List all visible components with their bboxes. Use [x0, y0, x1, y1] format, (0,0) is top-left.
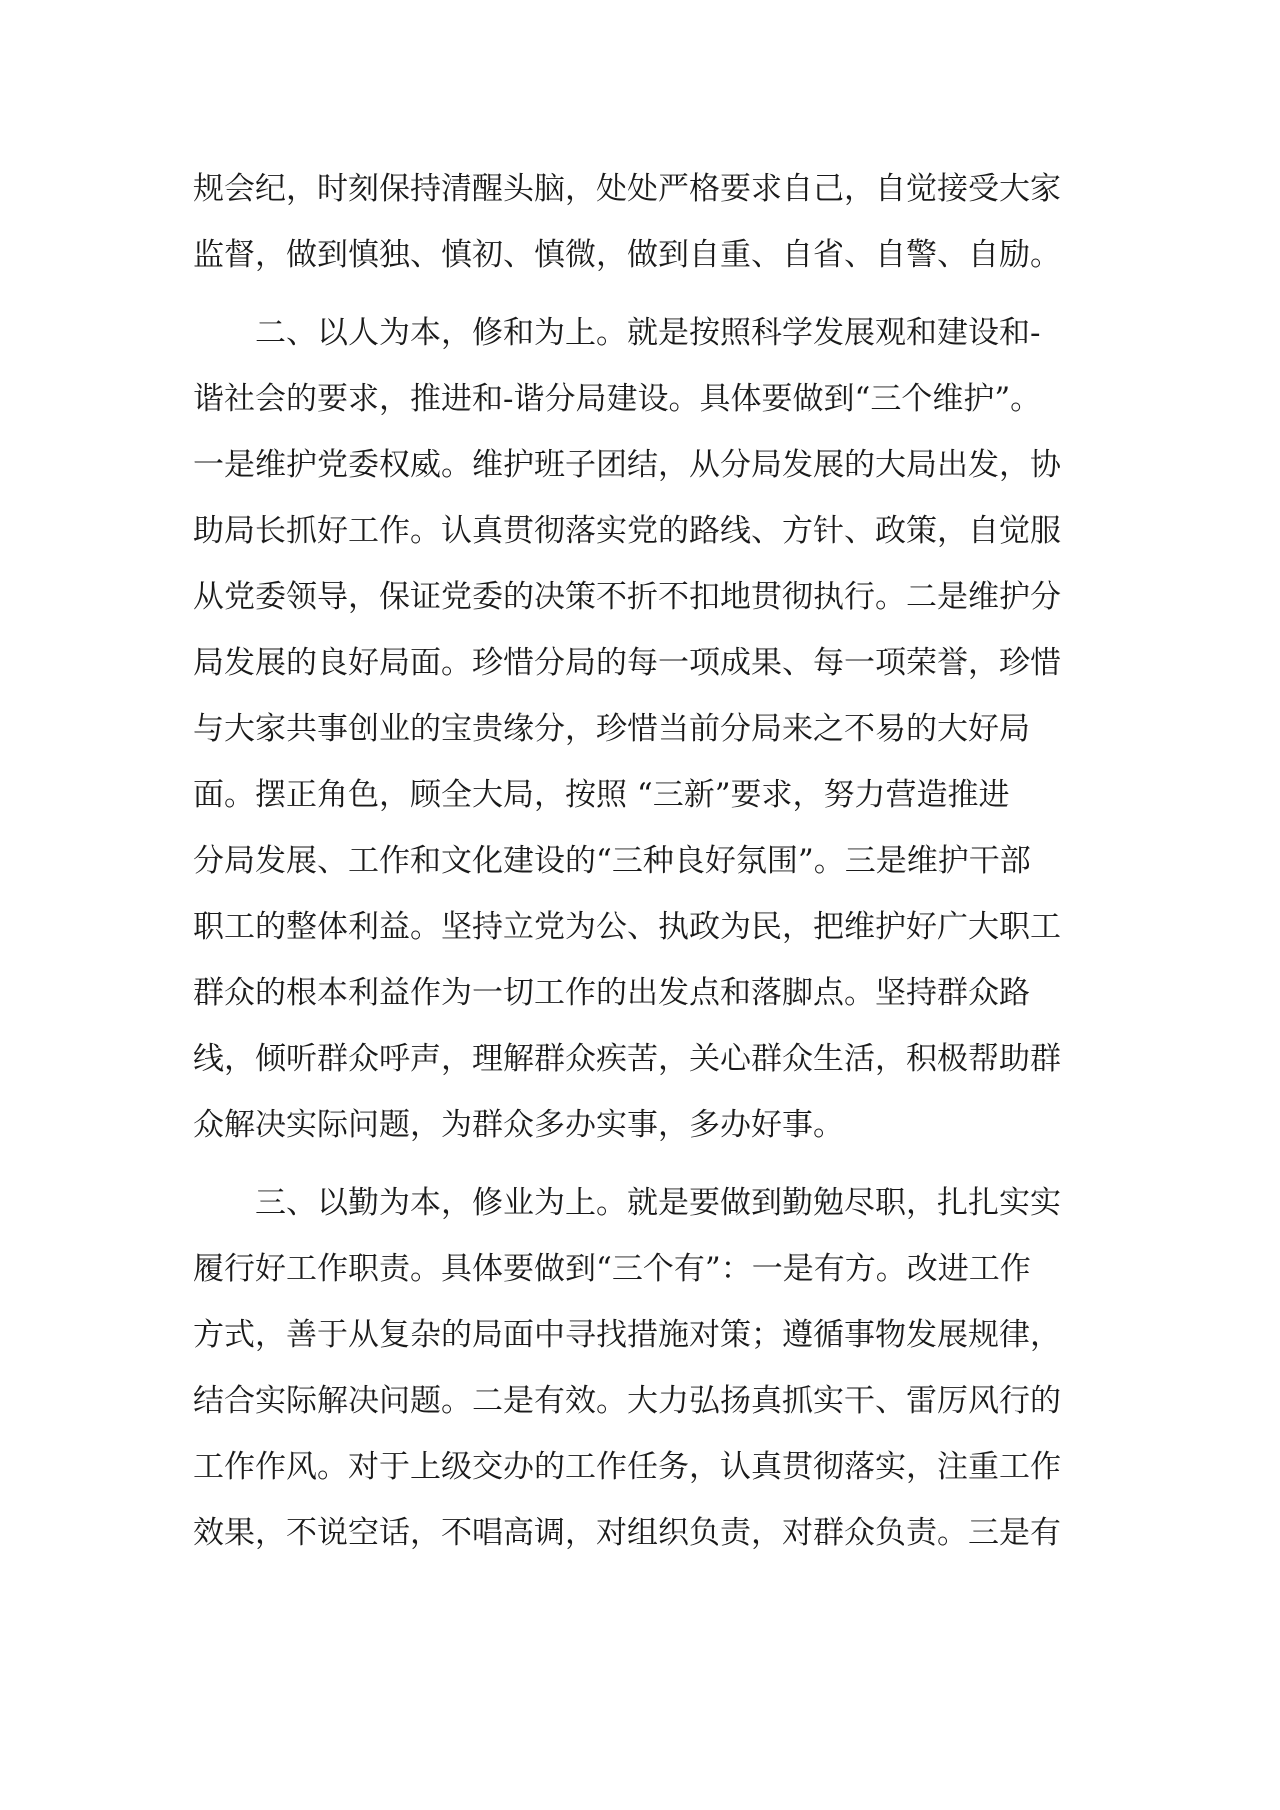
document-body: [193, 156, 1095, 1566]
text-line: 职工的整体利益。坚持立党为公、执政为民，把维护好广大职工: [193, 909, 1061, 945]
text-line: 结合实际解决问题。二是有效。大力弘扬真抓实干、雷厉风行的: [193, 1383, 1061, 1419]
text-line: 局发展的良好局面。珍惜分局的每一项成果、每一项荣誉，珍惜: [193, 645, 1061, 681]
text-line: 群众的根本利益作为一切工作的出发点和落脚点。坚持群众路: [193, 975, 1030, 1011]
text-line: 众解决实际问题，为群众多办实事，多办好事。: [193, 1107, 844, 1143]
text-line: 效果，不说空话，不唱高调，对组织负责，对群众负责。三是有: [193, 1515, 1061, 1551]
paragraph-continued: [193, 156, 1095, 288]
text-line: 与大家共事创业的宝贵缘分，珍惜当前分局来之不易的大好局: [193, 711, 1030, 747]
text-line: 二、以人为本，修和为上。就是按照科学发展观和建设和-: [255, 315, 1041, 351]
text-line: 监督，做到慎独、慎初、慎微，做到自重、自省、自警、自励。: [193, 237, 1061, 273]
text-line: 方式，善于从复杂的局面中寻找措施对策；遵循事物发展规律，: [193, 1317, 1061, 1353]
text-line: 谐社会的要求，推进和-谐分局建设。具体要做到“三个维护”。: [193, 381, 1042, 417]
text-line: 面。摆正角色，顾全大局，按照 “三新”要求，努力营造推进: [193, 777, 1010, 813]
paragraph-three: [193, 1170, 1095, 1566]
text-line: 线，倾听群众呼声，理解群众疾苦，关心群众生活，积极帮助群: [193, 1041, 1061, 1077]
paragraph-two: [193, 300, 1095, 1158]
text-line: 分局发展、工作和文化建设的“三种良好氛围”。三是维护干部: [193, 843, 1031, 879]
text-line: 规会纪，时刻保持清醒头脑，处处严格要求自己，自觉接受大家: [193, 171, 1061, 207]
text-line: 从党委领导，保证党委的决策不折不扣地贯彻执行。二是维护分: [193, 579, 1061, 615]
text-line: 三、以勤为本，修业为上。就是要做到勤勉尽职，扎扎实实: [255, 1185, 1061, 1221]
text-line: 履行好工作职责。具体要做到“三个有”：一是有方。改进工作: [193, 1251, 1031, 1287]
text-line: 一是维护党委权威。维护班子团结，从分局发展的大局出发，协: [193, 447, 1061, 483]
text-line: 工作作风。对于上级交办的工作任务，认真贯彻落实，注重工作: [193, 1449, 1061, 1485]
text-line: 助局长抓好工作。认真贯彻落实党的路线、方针、政策，自觉服: [193, 513, 1061, 549]
